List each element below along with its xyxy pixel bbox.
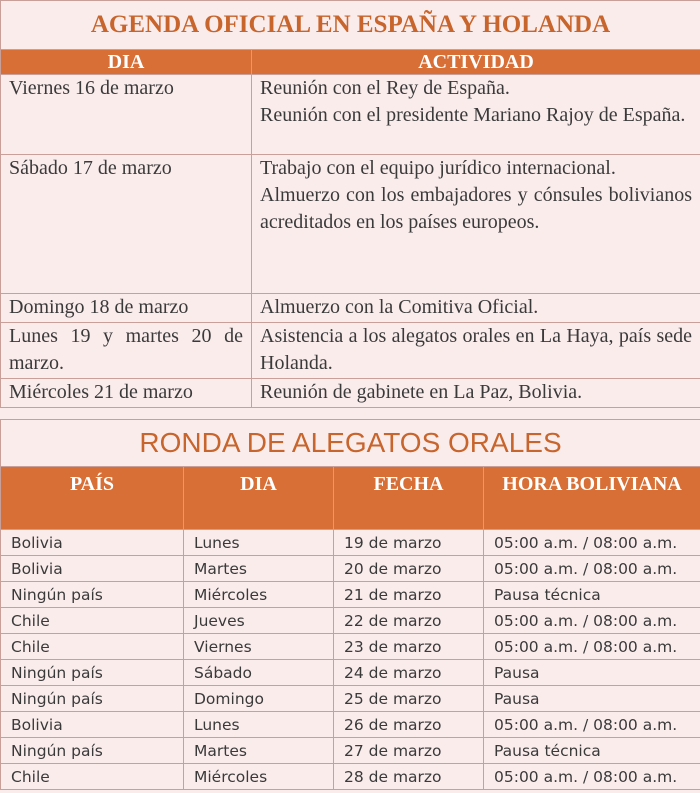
activity-line: Almuerzo con la Comitiva Oficial. bbox=[260, 296, 539, 318]
table-row bbox=[1, 556, 700, 582]
ronda-header-dia: DIA bbox=[184, 467, 334, 530]
table-row bbox=[1, 686, 700, 712]
cell-dia: Martes bbox=[184, 738, 334, 764]
agenda-row-actividad bbox=[252, 323, 700, 379]
cell-fecha: 26 de marzo bbox=[334, 712, 484, 738]
activity-line: Almuerzo con los embajadores y cónsules bolivianos acreditados en los países europeos. bbox=[260, 184, 692, 233]
cell-hora: Pausa técnica bbox=[484, 738, 700, 764]
cell-fecha: 25 de marzo bbox=[334, 686, 484, 712]
cell-hora: Pausa técnica bbox=[484, 582, 700, 608]
cell-hora: 05:00 a.m. / 08:00 a.m. bbox=[484, 608, 700, 634]
agenda-row-actividad bbox=[252, 155, 700, 294]
cell-pais: Ningún país bbox=[1, 738, 184, 764]
table-row bbox=[1, 608, 700, 634]
cell-hora: 05:00 a.m. / 08:00 a.m. bbox=[484, 556, 700, 582]
cell-fecha: 24 de marzo bbox=[334, 660, 484, 686]
cell-pais: Bolivia bbox=[1, 530, 184, 556]
agenda-row-dia: Sábado 17 de marzo bbox=[1, 155, 252, 294]
agenda-title: AGENDA OFICIAL EN ESPAÑA Y HOLANDA bbox=[1, 1, 700, 50]
cell-pais: Ningún país bbox=[1, 660, 184, 686]
cell-hora: 05:00 a.m. / 08:00 a.m. bbox=[484, 764, 700, 790]
table-row bbox=[1, 764, 700, 790]
cell-fecha: 20 de marzo bbox=[334, 556, 484, 582]
agenda-header-dia: DIA bbox=[1, 50, 252, 75]
ronda-header-hora: HORA BOLIVIANA bbox=[484, 467, 700, 530]
cell-dia: Lunes bbox=[184, 530, 334, 556]
table-row bbox=[1, 738, 700, 764]
ronda-title: RONDA DE ALEGATOS ORALES bbox=[1, 420, 700, 467]
cell-pais: Ningún país bbox=[1, 582, 184, 608]
agenda-row-dia: Domingo 18 de marzo bbox=[1, 294, 252, 323]
cell-dia: Martes bbox=[184, 556, 334, 582]
ronda-table bbox=[0, 419, 700, 790]
ronda-header-pais: PAÍS bbox=[1, 467, 184, 530]
cell-dia: Domingo bbox=[184, 686, 334, 712]
cell-pais: Chile bbox=[1, 608, 184, 634]
activity-line: Asistencia a los alegatos orales en La Haya, país sede Holanda. bbox=[260, 325, 692, 374]
cell-dia: Viernes bbox=[184, 634, 334, 660]
cell-hora: 05:00 a.m. / 08:00 a.m. bbox=[484, 530, 700, 556]
cell-hora: Pausa bbox=[484, 660, 700, 686]
cell-dia: Miércoles bbox=[184, 582, 334, 608]
cell-pais: Bolivia bbox=[1, 556, 184, 582]
cell-fecha: 28 de marzo bbox=[334, 764, 484, 790]
activity-line: Reunión con el presidente Mariano Rajoy de España. bbox=[260, 104, 686, 126]
cell-hora: 05:00 a.m. / 08:00 a.m. bbox=[484, 712, 700, 738]
activity-line: Reunión de gabinete en La Paz, Bolivia. bbox=[260, 381, 583, 403]
agenda-row-dia: Lunes 19 y martes 20 de marzo. bbox=[1, 323, 252, 379]
cell-fecha: 19 de marzo bbox=[334, 530, 484, 556]
cell-pais: Ningún país bbox=[1, 686, 184, 712]
cell-fecha: 22 de marzo bbox=[334, 608, 484, 634]
agenda-row-actividad bbox=[252, 294, 700, 323]
activity-line: Trabajo con el equipo jurídico internacional. bbox=[260, 157, 616, 179]
agenda-row-dia: Miércoles 21 de marzo bbox=[1, 379, 252, 408]
table-row bbox=[1, 634, 700, 660]
cell-pais: Chile bbox=[1, 764, 184, 790]
activity-line: Reunión con el Rey de España. bbox=[260, 77, 510, 99]
table-row bbox=[1, 582, 700, 608]
table-row bbox=[1, 660, 700, 686]
cell-dia: Jueves bbox=[184, 608, 334, 634]
cell-hora: 05:00 a.m. / 08:00 a.m. bbox=[484, 634, 700, 660]
agenda-row-actividad bbox=[252, 379, 700, 408]
cell-pais: Bolivia bbox=[1, 712, 184, 738]
cell-dia: Sábado bbox=[184, 660, 334, 686]
agenda-header-actividad: ACTIVIDAD bbox=[252, 50, 700, 75]
cell-dia: Lunes bbox=[184, 712, 334, 738]
ronda-body bbox=[1, 530, 700, 790]
cell-fecha: 27 de marzo bbox=[334, 738, 484, 764]
agenda-row-dia: Viernes 16 de marzo bbox=[1, 75, 252, 155]
table-row bbox=[1, 530, 700, 556]
ronda-header-fecha: FECHA bbox=[334, 467, 484, 530]
cell-pais: Chile bbox=[1, 634, 184, 660]
cell-fecha: 21 de marzo bbox=[334, 582, 484, 608]
cell-hora: Pausa bbox=[484, 686, 700, 712]
cell-fecha: 23 de marzo bbox=[334, 634, 484, 660]
table-row bbox=[1, 712, 700, 738]
agenda-row-actividad bbox=[252, 75, 700, 155]
cell-dia: Miércoles bbox=[184, 764, 334, 790]
